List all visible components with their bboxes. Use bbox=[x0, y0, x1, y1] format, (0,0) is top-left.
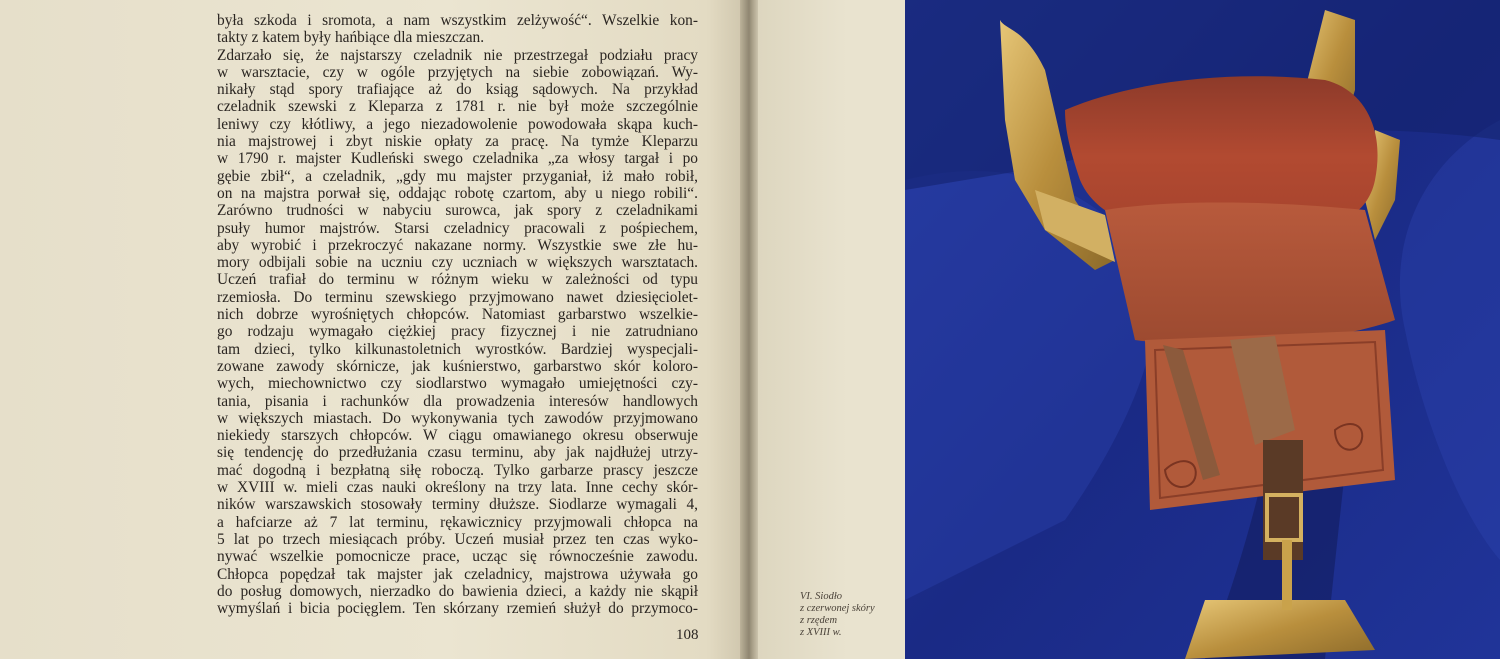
text-line: wych, miechownictwo czy siodlarstwo wymagało umiejętności czy- bbox=[217, 375, 698, 393]
text-line: gębie zbił“, a czeladnik, „gdy mu majster przyganiał, iż mało robił, bbox=[217, 167, 698, 185]
figure-caption bbox=[800, 591, 900, 639]
text-line: niekiedy starszych chłopców. W ciągu omawianego okresu obserwuje bbox=[217, 427, 698, 445]
text-line: zowane zawody skórnicze, jak kuśnierstwo, garbarstwo skór koloro- bbox=[217, 357, 698, 375]
text-line: Zdarzało się, że najstarszy czeladnik nie przestrzegał podziału pracy bbox=[217, 46, 698, 64]
text-line: takty z katem były hańbiące dla mieszczan. bbox=[217, 29, 485, 47]
saddle-illustration bbox=[905, 0, 1500, 659]
text-line: do posług domowych, nierzadko do bawienia dzieci, a każdy nie skąpił bbox=[217, 582, 698, 600]
text-line: w XVIII w. mieli czas nauki określony na trzy lata. Inne cechy skór- bbox=[217, 479, 698, 497]
text-line: była szkoda i sromota, a nam wszystkim zelżywość“. Wszelkie kon- bbox=[217, 12, 698, 29]
caption-line: z czerwonej skóry bbox=[800, 603, 875, 614]
book-gutter bbox=[740, 0, 760, 659]
text-line: psuły humor majstrów. Starsi czeladnicy pracowali z pośpiechem, bbox=[217, 219, 698, 237]
left-page bbox=[0, 0, 744, 659]
text-line: a hafciarze aż 7 lat terminu, rękawicznicy przyjmowali chłopca na bbox=[217, 513, 698, 531]
text-line: rzemiosła. Do terminu szewskiego przyjmowano nawet dziesięciolet- bbox=[217, 288, 698, 306]
body-text bbox=[217, 12, 698, 617]
text-line: aby wyrobić i przekroczyć nakazane normy. Wszystkie swe złe hu- bbox=[217, 236, 698, 254]
text-line: tam dzieci, tylko kilkunastoletnich wyrostków. Bardziej wyspecjali- bbox=[217, 340, 698, 358]
text-line: w większych miastach. Do wykonywania tych zawodów przyjmowano bbox=[217, 409, 698, 427]
text-line: Uczeń trafiał do terminu w różnym wieku w zależności od typu bbox=[217, 271, 698, 289]
text-line: ników warszawskich stosowały terminy dłuższe. Siodlarze wymagali 4, bbox=[217, 496, 698, 514]
text-line: tania, pisania i rachunków dla prowadzenia interesów handlowych bbox=[217, 392, 698, 410]
caption-line: VI. Siodło bbox=[800, 591, 842, 602]
text-line: on na majstra porwał się, oddając robotę czartom, aby u niego robili“. bbox=[217, 184, 698, 202]
text-line: w warsztacie, czy w ogóle przyjętych na siebie zobowiązań. Wy- bbox=[217, 63, 698, 81]
text-line: nich dobrze wyrośniętych chłopców. Natomiast garbarstwo wszelkie- bbox=[217, 306, 698, 324]
text-line: leniwy czy kłótliwy, a jego niezadowolenie powodowała skąpa kuch- bbox=[217, 115, 698, 133]
text-line: nywać wszelkie pomocnicze prace, ucząc się równocześnie zawodu. bbox=[217, 548, 698, 566]
text-line: Chłopca popędzał tak majster jak czeladnicy, majstrowa używała go bbox=[217, 565, 698, 583]
text-line: czeladnik szewski z Kleparza z 1781 r. nie był może szczególnie bbox=[217, 98, 698, 116]
text-line: mory odbijali sobie na uczniu czy uczniach w większych warsztatach. bbox=[217, 254, 698, 272]
text-line: Zarówno trudności w nabyciu surowca, jak spory z czeladnikami bbox=[217, 202, 698, 220]
page-number: 108 bbox=[676, 627, 699, 643]
text-line: go rodzaju wymagało ciężkiej pracy fizycznej i nie zatrudniano bbox=[217, 323, 698, 341]
caption-line: z rzędem bbox=[800, 615, 838, 626]
text-line: 5 lat po trzech miesiącach próby. Uczeń musiał przez ten czas wyko- bbox=[217, 530, 698, 548]
caption-line: z XVIII w. bbox=[800, 627, 842, 638]
text-line: nikały stąd spory trafiające aż do ksiąg sądowych. Na przykład bbox=[217, 81, 698, 99]
text-line: wymyślań i bicia pocięglem. Ten skórzany rzemień służył do przymoco- bbox=[217, 600, 698, 618]
saddle-photograph bbox=[905, 0, 1500, 659]
text-line: mać dogodną i bezpłatną siłę roboczą. Tylko garbarze prascy jeszcze bbox=[217, 461, 698, 479]
text-line: w 1790 r. majster Kudleński swego czeladnika „za włosy targał i po bbox=[217, 150, 698, 168]
text-line: się tendencję do przedłużania czasu terminu, aby jak najdłużej utrzy- bbox=[217, 444, 698, 462]
text-line: nia majstrowej i zbyt niskie opłaty za pracę. Na tymże Kleparzu bbox=[217, 133, 698, 151]
